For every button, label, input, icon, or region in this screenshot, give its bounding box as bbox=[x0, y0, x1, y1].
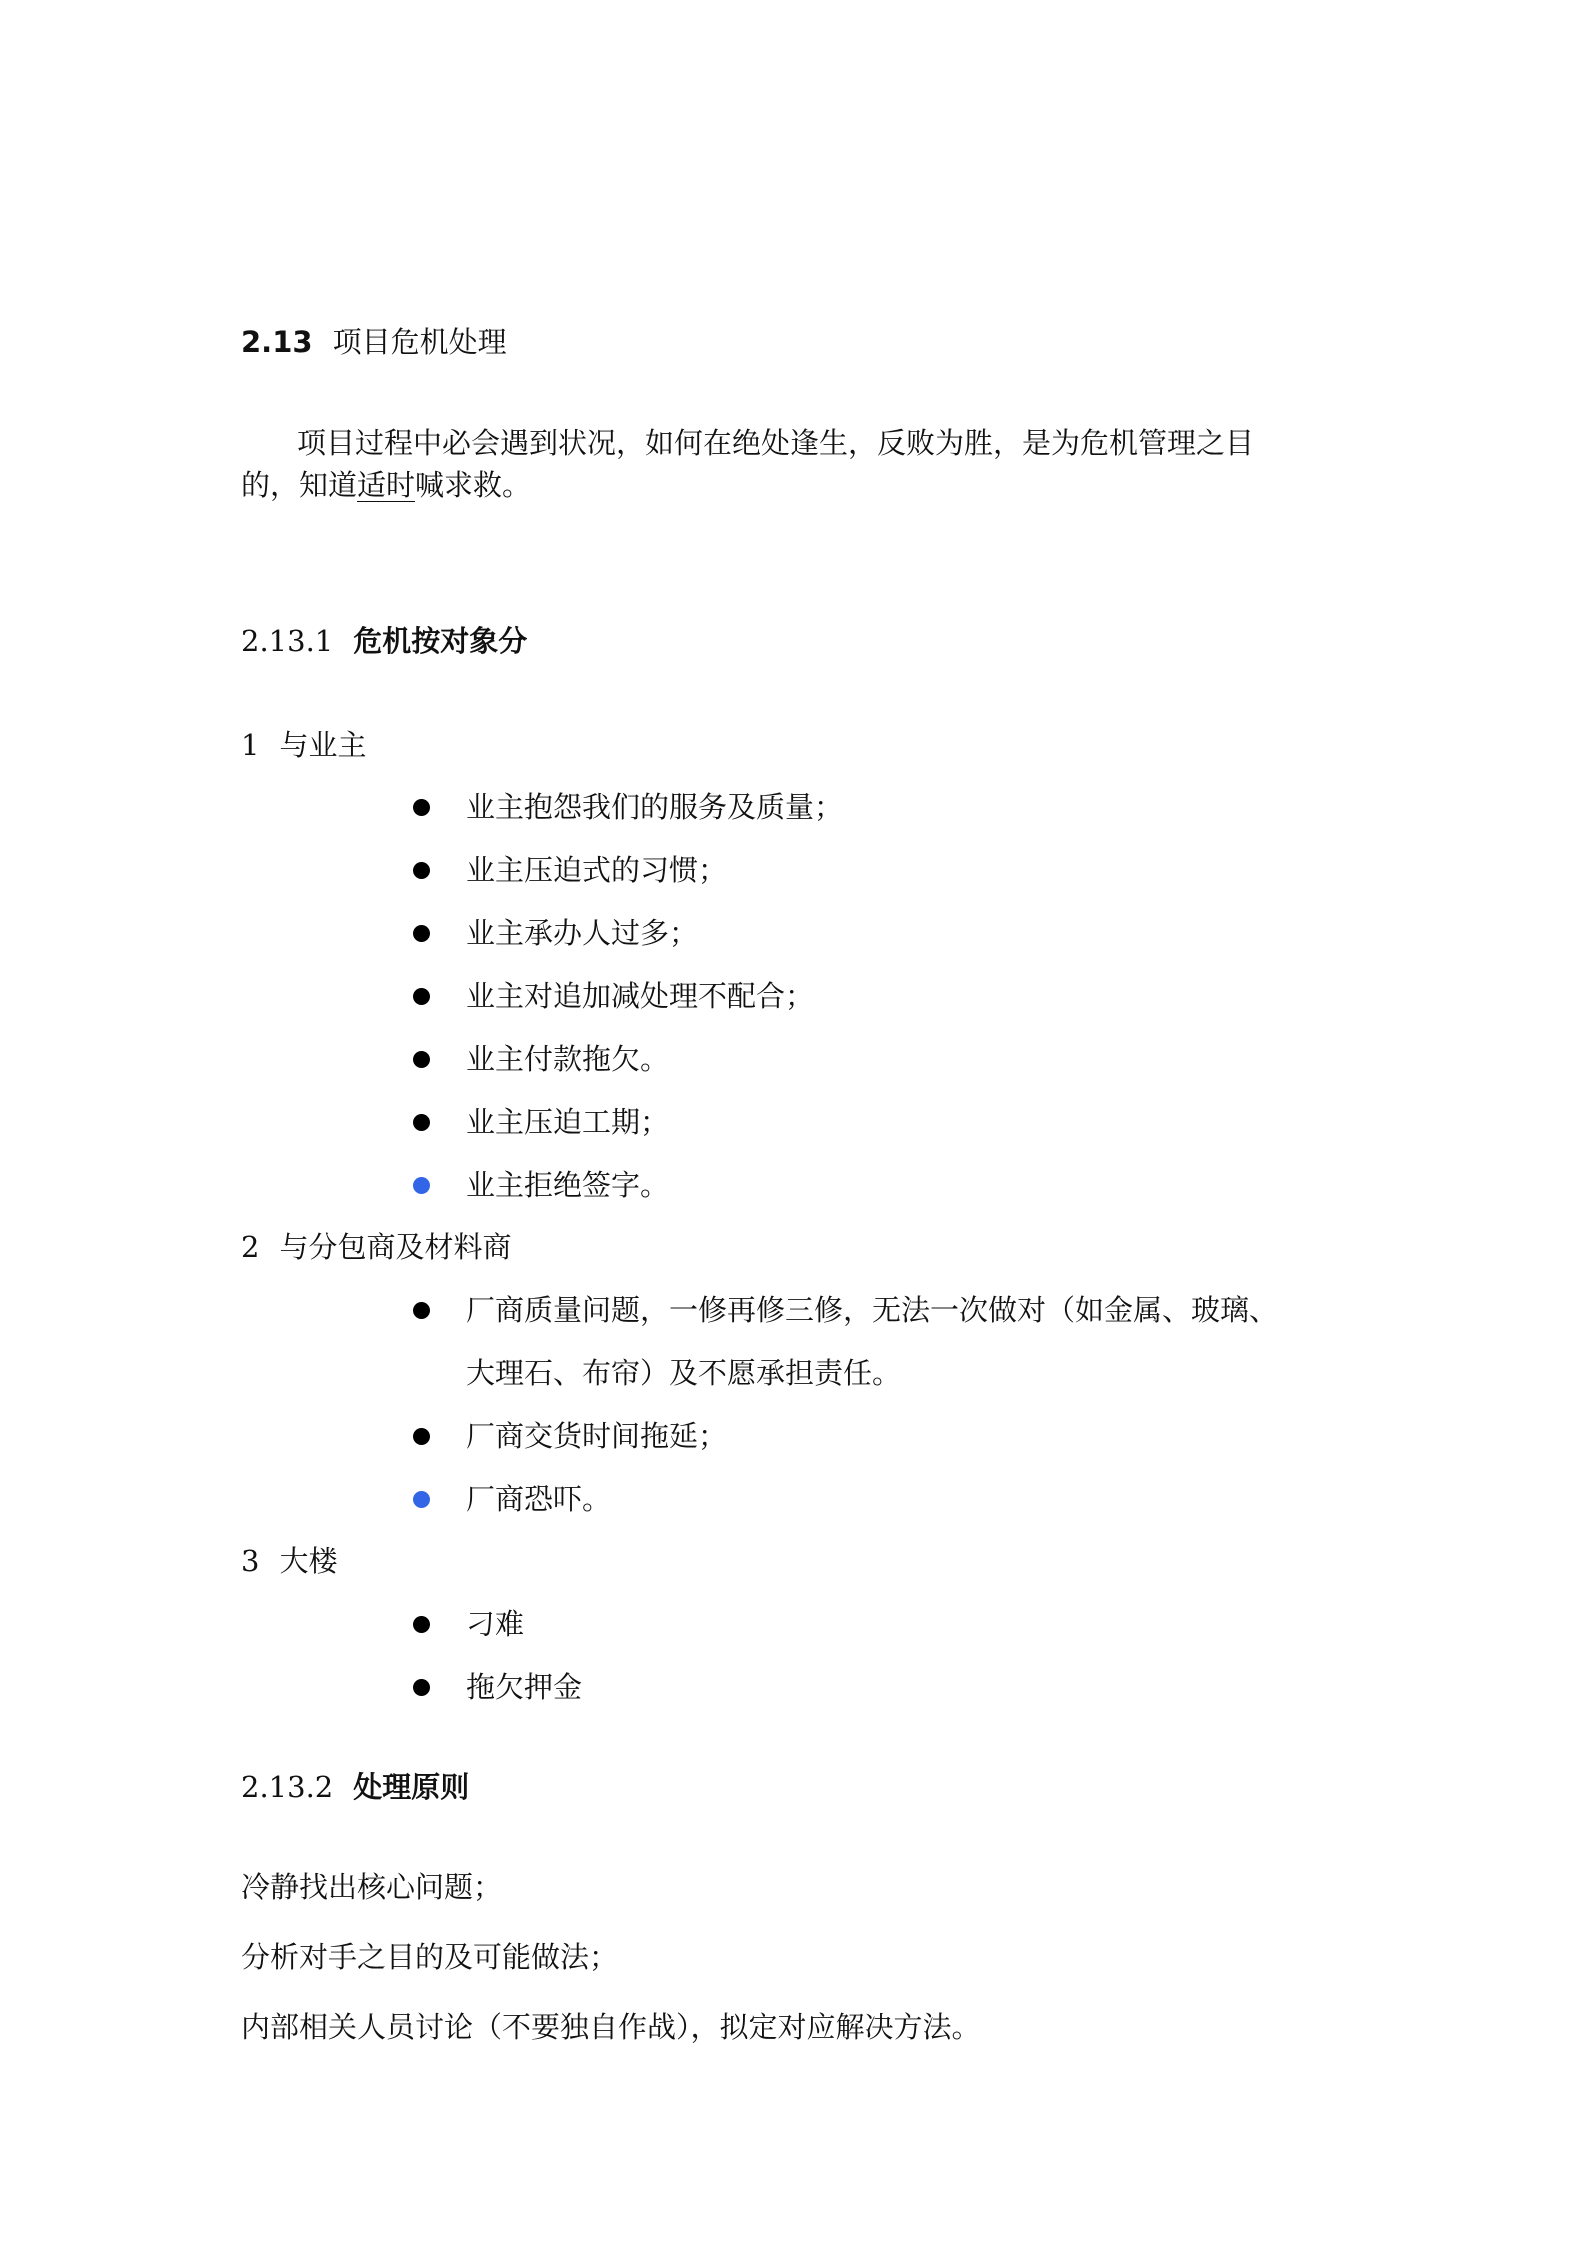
bullet-icon bbox=[413, 925, 430, 942]
bullet-icon bbox=[413, 1428, 430, 1445]
intro-text-a: 的，知道 bbox=[241, 468, 358, 502]
group-heading-subcontractor bbox=[241, 1227, 511, 1267]
intro-underlined-text: 适时 bbox=[357, 468, 416, 502]
section-number: 2.13 bbox=[241, 325, 313, 359]
principle-line: 分析对手之目的及可能做法； bbox=[241, 1940, 619, 1974]
list-item-text: 大理石、布帘）及不愿承担责任。 bbox=[466, 1356, 902, 1390]
bullet-icon bbox=[413, 1051, 430, 1068]
group-heading-owner bbox=[241, 725, 366, 765]
bullet-icon bbox=[413, 1491, 430, 1508]
group-title: 与分包商及材料商 bbox=[279, 1230, 512, 1264]
list-item-text: 业主抱怨我们的服务及质量； bbox=[466, 790, 844, 824]
bullet-icon bbox=[413, 1114, 430, 1131]
bullet-icon bbox=[413, 1177, 430, 1194]
bullet-icon bbox=[413, 799, 430, 816]
list-item-text: 业主压迫式的习惯； bbox=[466, 853, 728, 887]
bullet-icon bbox=[413, 988, 430, 1005]
group-title: 大楼 bbox=[279, 1544, 338, 1578]
bullet-icon bbox=[413, 1679, 430, 1696]
list-item-text: 厂商恐吓。 bbox=[466, 1482, 612, 1516]
bullet-icon bbox=[413, 1616, 430, 1633]
subsection-number: 2.13.1 bbox=[241, 624, 334, 658]
list-item-text: 业主压迫工期； bbox=[466, 1105, 670, 1139]
group-number: 1 bbox=[241, 728, 260, 762]
list-item-text: 业主付款拖欠。 bbox=[466, 1042, 670, 1076]
bullet-icon bbox=[413, 1302, 430, 1319]
subsection-title: 处理原则 bbox=[353, 1770, 470, 1804]
bullet-icon bbox=[413, 862, 430, 879]
list-item-text: 业主拒绝签字。 bbox=[466, 1168, 670, 1202]
subsection-heading-2 bbox=[241, 1767, 469, 1807]
subsection-number: 2.13.2 bbox=[241, 1770, 334, 1804]
subsection-title: 危机按对象分 bbox=[353, 624, 528, 658]
list-item-text: 厂商质量问题，一修再修三修，无法一次做对（如金属、玻璃、 bbox=[466, 1293, 1279, 1327]
group-number: 3 bbox=[241, 1544, 260, 1578]
group-number: 2 bbox=[241, 1230, 260, 1264]
intro-line-1: 项目过程中必会遇到状况，如何在绝处逢生，反败为胜，是为危机管理之目 bbox=[297, 426, 1255, 460]
principle-line: 冷静找出核心问题； bbox=[241, 1870, 503, 1904]
section-heading bbox=[241, 322, 507, 362]
list-item-text: 刁难 bbox=[466, 1607, 525, 1641]
list-item-text: 拖欠押金 bbox=[466, 1670, 583, 1704]
list-item-text: 厂商交货时间拖延； bbox=[466, 1419, 728, 1453]
group-heading-building bbox=[241, 1541, 337, 1581]
group-title: 与业主 bbox=[279, 728, 367, 762]
section-title: 项目危机处理 bbox=[332, 325, 507, 359]
intro-text-b: 喊求救。 bbox=[415, 468, 532, 502]
list-item-text: 业主承办人过多； bbox=[466, 916, 699, 950]
subsection-heading-1 bbox=[241, 621, 527, 661]
list-item-text: 业主对追加减处理不配合； bbox=[466, 979, 815, 1013]
intro-line-2 bbox=[241, 465, 531, 505]
principle-line: 内部相关人员讨论（不要独自作战），拟定对应解决方法。 bbox=[241, 2010, 981, 2044]
